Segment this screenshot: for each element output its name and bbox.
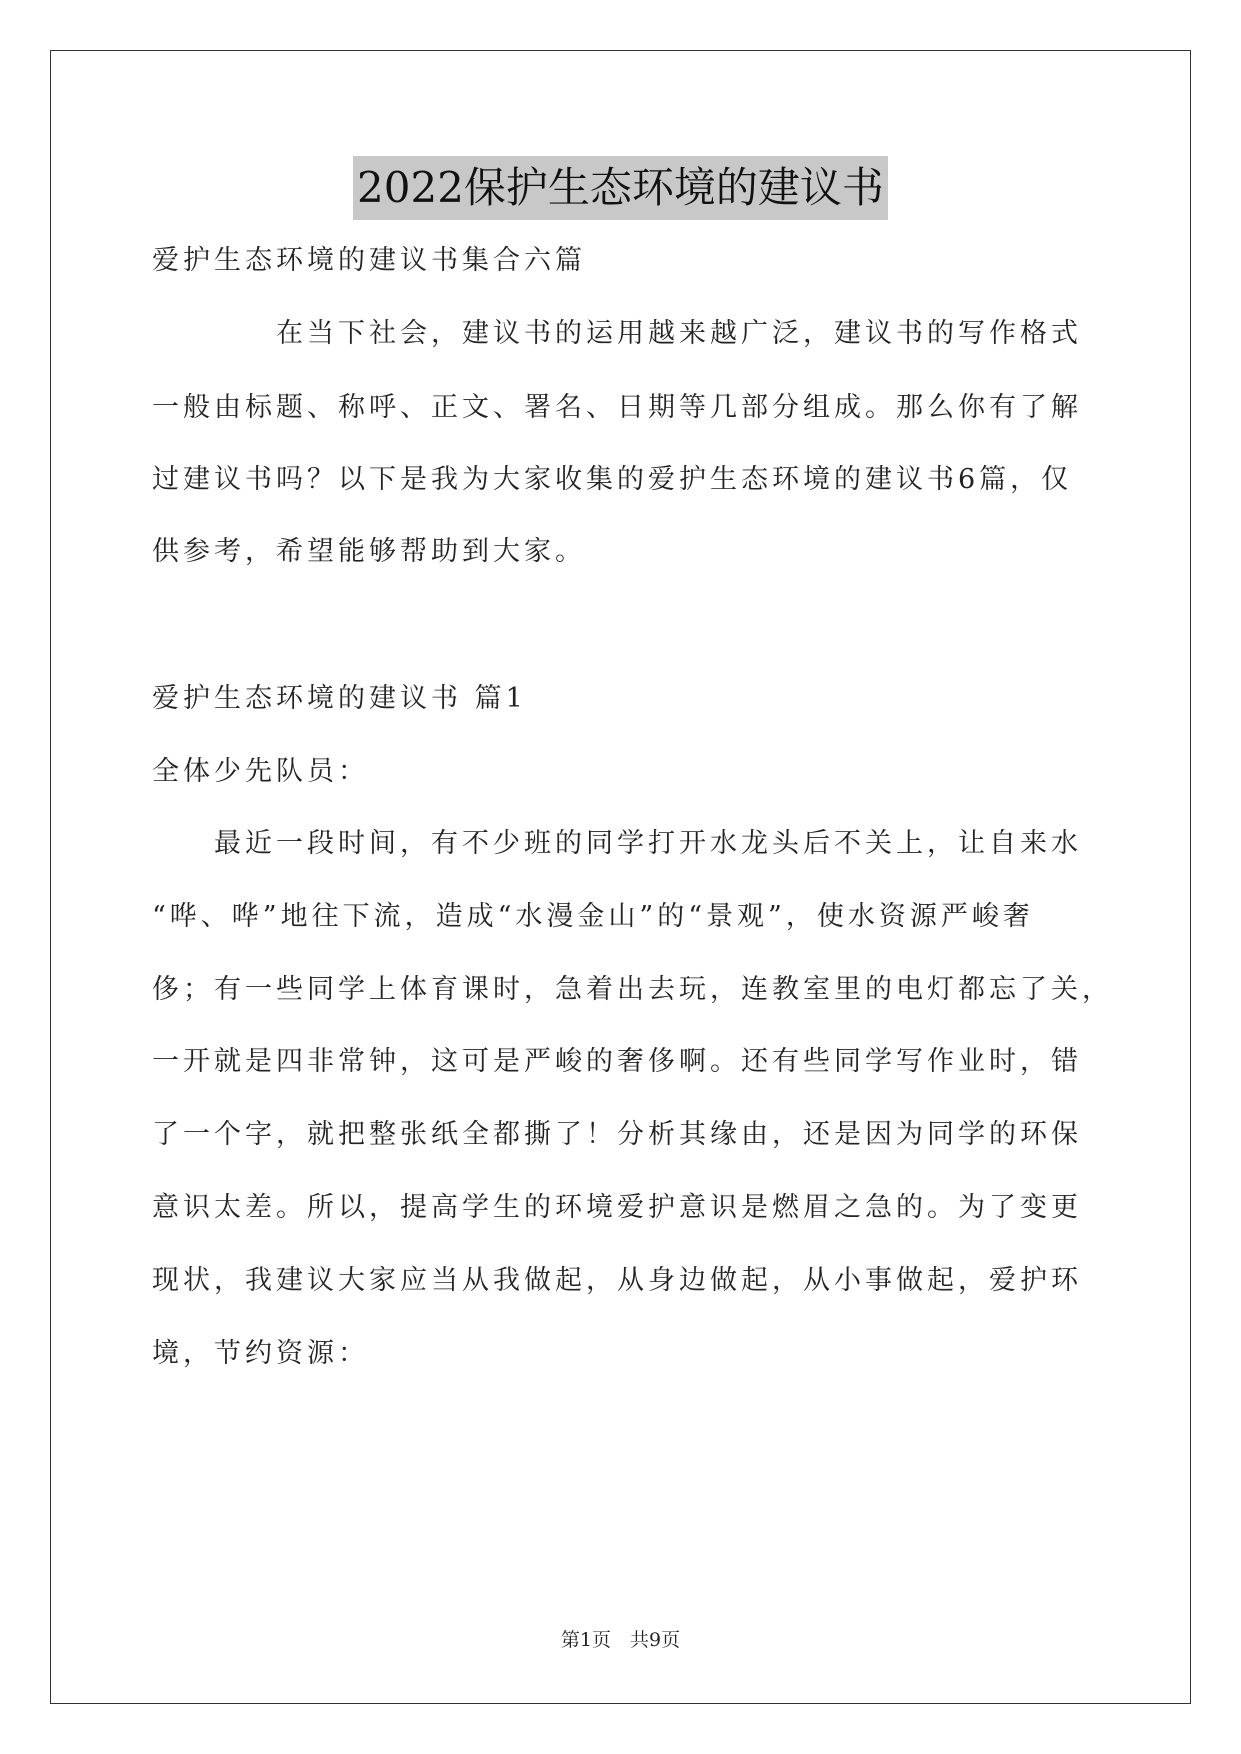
body-line: 一开就是四非常钟，这可是严峻的奢侈啊。还有些同学写作业时，错 <box>152 1046 1082 1077</box>
body-line: “哗、哗”地往下流，造成“水漫金山”的“景观”，使水资源严峻奢 <box>152 901 1034 932</box>
title-container <box>0 156 1241 220</box>
section-heading: 爱护生态环境的建议书 篇1 <box>152 683 527 714</box>
body-line: 了一个字，就把整张纸全都撕了！分析其缘由，还是因为同学的环保 <box>152 1119 1082 1150</box>
body-line: 境，节约资源： <box>152 1338 369 1369</box>
document-title: 2022保护生态环境的建议书 <box>353 156 888 220</box>
body-line: 供参考，希望能够帮助到大家。 <box>152 536 586 567</box>
page-border <box>50 50 1191 1704</box>
body-line: 过建议书吗？以下是我为大家收集的爱护生态环境的建议书6篇，仅 <box>152 464 1073 495</box>
body-line: 现状，我建议大家应当从我做起，从身边做起，从小事做起，爱护环 <box>152 1265 1082 1296</box>
body-line: 意识太差。所以，提高学生的环境爱护意识是燃眉之急的。为了变更 <box>152 1192 1082 1223</box>
body-line: 在当下社会，建议书的运用越来越广泛，建议书的写作格式 <box>152 318 1082 349</box>
body-line: 侈；有一些同学上体育课时，急着出去玩，连教室里的电灯都忘了关， <box>152 974 1113 1005</box>
page-number-footer: 第1页 共9页 <box>560 1629 681 1651</box>
subtitle-line: 爱护生态环境的建议书集合六篇 <box>152 245 586 276</box>
salutation-line: 全体少先队员： <box>152 756 369 787</box>
body-line: 最近一段时间，有不少班的同学打开水龙头后不关上，让自来水 <box>152 828 1082 859</box>
body-line: 一般由标题、称呼、正文、署名、日期等几部分组成。那么你有了解 <box>152 392 1082 423</box>
